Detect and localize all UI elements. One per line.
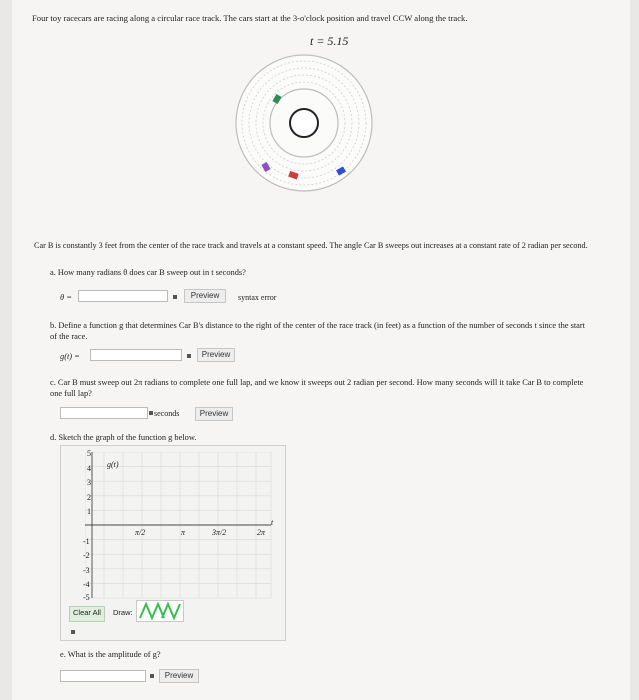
problem-page [12,0,630,700]
amplitude-input[interactable] [60,670,146,682]
sketch-grid[interactable] [85,452,275,602]
answer-status-icon [149,411,153,415]
g-input[interactable] [90,349,182,361]
preview-button-c[interactable]: Preview [195,407,233,421]
clear-all-button[interactable]: Clear All [69,606,105,622]
x-tick-2pi: 2π [257,528,266,537]
y-tick-3: 3 [87,478,91,487]
syntax-error-text: syntax error [238,293,277,302]
answer-status-icon [187,354,191,358]
y-tick-neg1: -1 [83,537,90,546]
lap-seconds-input[interactable] [60,407,148,419]
question-e: e. What is the amplitude of g? [60,650,161,659]
y-tick-neg4: -4 [83,580,90,589]
preview-button-b[interactable]: Preview [197,348,235,362]
y-axis-label: g(t) [107,460,119,469]
time-readout: t = 5.15 [310,34,349,48]
theta-input[interactable] [78,290,168,302]
theta-label: θ = [60,293,72,302]
seconds-unit: seconds [154,409,180,418]
graph-area [60,445,286,641]
x-tick-pi-half: π/2 [135,528,146,537]
sine-wave-icon [137,601,183,621]
preview-button-e[interactable]: Preview [159,669,199,683]
draw-tool-sine[interactable] [136,600,184,622]
preview-button-a[interactable]: Preview [184,289,226,303]
answer-status-icon [71,630,75,634]
y-tick-neg5: -5 [83,593,90,602]
question-d: d. Sketch the graph of the function g below. [50,433,197,442]
draw-label: Draw: [113,608,133,617]
question-c: c. Car B must sweep out 2π radians to complete one full lap, and we know it sweeps out 2 radian per second. How many seconds will it take Car B to complete one full lap? [50,378,584,398]
y-tick-1: 1 [87,507,91,516]
x-tick-3pi-half: 3π/2 [212,528,227,537]
y-tick-4: 4 [87,464,91,473]
intro-text: Four toy racecars are racing along a circular race track. The cars start at the 3-o'clock position and travel CCW along the track. [32,13,468,23]
y-tick-2: 2 [87,493,91,502]
y-tick-neg3: -3 [83,566,90,575]
question-a: a. How many radians θ does car B sweep out in t seconds? [50,268,246,277]
intro-car-b: Car B is constantly 3 feet from the center of the race track and travels at a constant speed. The angle Car B sweeps out increases at a constant rate of 2 radian per second. [34,241,588,250]
question-b: b. Define a function g that determines Car B's distance to the right of the center of the race track (in feet) as a function of the number of seconds t since the start of the race. [50,321,585,341]
x-tick-pi: π [181,528,186,537]
y-tick-5: 5 [87,449,91,458]
y-tick-neg2: -2 [83,551,90,560]
t-axis-label: t [271,518,274,527]
answer-status-icon [173,295,177,299]
g-label: g(t) = [60,352,80,361]
answer-status-icon [150,674,154,678]
race-track [233,52,375,194]
